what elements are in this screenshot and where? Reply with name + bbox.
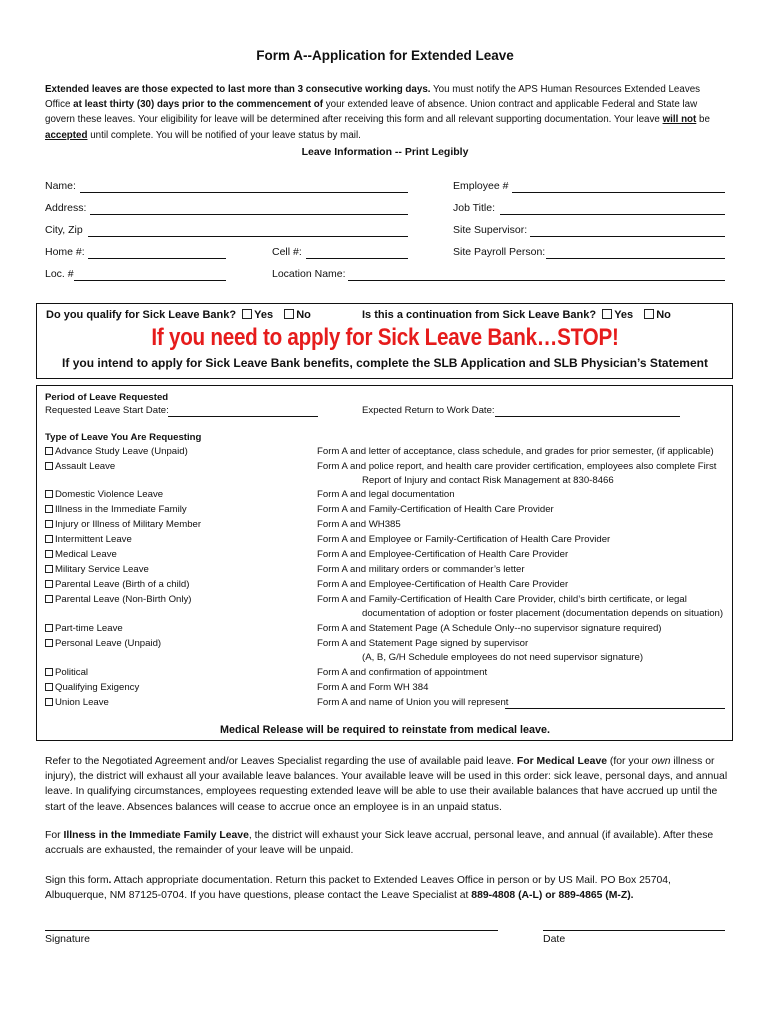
- leave-type-label: Political: [55, 667, 89, 678]
- leave-type-checkbox[interactable]: [45, 668, 53, 676]
- para1-text-a: Refer to the Negotiated Agreement and/or Leaves Specialist regarding the use of available paid leave.: [45, 756, 517, 767]
- form-title: Form A--Application for Extended Leave: [256, 48, 514, 63]
- continuation-no-checkbox[interactable]: [644, 309, 654, 319]
- leave-type-label: Assault Leave: [55, 461, 116, 472]
- leave-type-requirement-continued: (A, B, G/H Schedule employees do not need supervisor signature): [362, 652, 644, 663]
- leave-type-requirement: Form A and WH385: [317, 519, 401, 530]
- intro-text-4: until complete. You will be notified of your leave status by mail.: [87, 129, 361, 141]
- leave-type-item: [45, 519, 201, 530]
- address-label: Address:: [45, 202, 87, 214]
- employee-number-field[interactable]: [512, 192, 725, 193]
- leave-type-item: [45, 446, 188, 457]
- leave-type-item: [45, 638, 161, 649]
- leave-type-requirement: Form A and Employee-Certification of Health Care Provider: [317, 579, 569, 590]
- leave-type-item: [45, 697, 109, 708]
- leave-type-item: [45, 534, 132, 545]
- para2-bold: Illness in the Immediate Family Leave: [63, 830, 249, 841]
- intro-text-2: your extended leave of absence. Union contract and applicable Federal and State law govern these leaves. Your eligibility for leave will be determined after receiving this form and all relevant supporting documentation. Your leave: [45, 99, 698, 126]
- leave-type-label: Advance Study Leave (Unpaid): [55, 446, 188, 457]
- job-title-label: Job Title:: [453, 202, 496, 214]
- leave-type-requirement: Form A and police report, and health care provider certification, employees also complete First: [317, 461, 717, 472]
- employee-number-label: Employee #: [453, 180, 509, 192]
- intro-bold-2: at least thirty (30) days prior to the commencement of: [73, 99, 324, 111]
- leave-type-item: [45, 489, 163, 500]
- leave-type-checkbox[interactable]: [45, 505, 53, 513]
- leave-type-requirement: Form A and Statement Page (A Schedule Only--no supervisor signature required): [317, 623, 662, 634]
- leave-type-requirement: Form A and Statement Page signed by supervisor: [317, 638, 529, 649]
- leave-type-label: Military Service Leave: [55, 564, 149, 575]
- medical-release-note: Medical Release will be required to reinstate from medical leave.: [219, 724, 551, 736]
- leave-type-checkbox[interactable]: [45, 698, 53, 706]
- slb-instruction: If you intend to apply for Sick Leave Bank benefits, complete the SLB Application and SLB Physician’s Statement: [62, 356, 708, 370]
- leave-type-label: Personal Leave (Unpaid): [55, 638, 162, 649]
- continuation-question: [362, 309, 671, 321]
- leave-type-checkbox[interactable]: [45, 565, 53, 573]
- date-field[interactable]: [543, 930, 725, 931]
- leave-type-requirement-continued: Report of Injury and contact Risk Management at 830-8466: [362, 475, 614, 486]
- leave-type-item: [45, 564, 149, 575]
- signature-field[interactable]: [45, 930, 498, 931]
- start-date-label: Requested Leave Start Date:: [45, 405, 169, 416]
- para1-text-e: illness or injury), the district will exhaust all your available leave balances. Your available leave will be used in this order: sick leave, personal days, and annual leave. In qualifying circumstances, employees requesting extended leave will be able to use their available balances that have accrued up until the start of the leave. Absences balances will cease to accrue once an employee is in an unpaid status.: [45, 756, 728, 813]
- date-label: Date: [543, 933, 566, 945]
- leave-type-requirement: Form A and Form WH 384: [317, 682, 429, 693]
- leave-type-requirement: Form A and Employee or Family-Certification of Health Care Provider: [317, 534, 611, 545]
- leave-type-label: Parental Leave (Non-Birth Only): [55, 594, 192, 605]
- leave-type-requirement: Form A and Family-Certification of Health Care Provider: [317, 504, 554, 515]
- intro-paragraph: [45, 82, 727, 143]
- leave-type-checkbox[interactable]: [45, 550, 53, 558]
- para3-text-a: Sign this form: [45, 875, 109, 886]
- leave-type-label: Illness in the Immediate Family: [55, 504, 187, 515]
- union-name-field[interactable]: [505, 708, 725, 709]
- leave-type-item: [45, 504, 187, 515]
- qualify-yes-label: Yes: [254, 309, 274, 321]
- leave-type-checkbox[interactable]: [45, 490, 53, 498]
- name-field[interactable]: [80, 192, 408, 193]
- home-number-field[interactable]: [88, 258, 226, 259]
- leave-type-item: [45, 579, 189, 590]
- home-number-label: Home #:: [45, 246, 85, 258]
- qualify-no-checkbox[interactable]: [284, 309, 294, 319]
- start-date-field[interactable]: [168, 416, 318, 417]
- leave-type-requirement-continued: documentation of adoption or foster placement (documentation depends on situation): [362, 608, 724, 619]
- site-supervisor-field[interactable]: [530, 236, 725, 237]
- city-zip-field[interactable]: [88, 236, 408, 237]
- cell-number-label: Cell #:: [272, 246, 302, 258]
- job-title-field[interactable]: [500, 214, 725, 215]
- leave-type-item: [45, 461, 115, 472]
- para1-italic: own: [651, 756, 671, 767]
- leave-type-label: Parental Leave (Birth of a child): [55, 579, 190, 590]
- qualify-question-text: Do you qualify for Sick Leave Bank?: [46, 309, 237, 321]
- qualify-no-label: No: [296, 309, 311, 321]
- para1-text-c: (for your: [607, 756, 652, 767]
- leave-type-checkbox[interactable]: [45, 624, 53, 632]
- leave-type-item: [45, 549, 117, 560]
- intro-text-3: be: [696, 114, 710, 126]
- intro-underline-2: accepted: [45, 129, 88, 141]
- para3-bold-dot: .: [108, 875, 112, 886]
- leave-type-checkbox[interactable]: [45, 683, 53, 691]
- leave-type-item: [45, 682, 139, 693]
- location-name-label: Location Name:: [272, 268, 346, 280]
- medical-leave-paragraph: [45, 754, 730, 815]
- intro-text-1: You must notify the APS Human Resources Extended Leaves Office: [45, 84, 701, 111]
- family-illness-paragraph: [45, 828, 730, 858]
- leave-type-item: [45, 667, 88, 678]
- continuation-no-label: No: [656, 309, 671, 321]
- leave-type-requirement: Form A and legal documentation: [317, 489, 455, 500]
- leave-type-requirement: Form A and name of Union you will represent: [317, 697, 509, 708]
- loc-number-label: Loc. #: [45, 268, 74, 280]
- continuation-yes-label: Yes: [614, 309, 634, 321]
- para2-text-c: , the district will exhaust your Sick leave accrual, personal leave, and annual (if available). After these accruals are exhausted, the remainder of your leave will be unpaid.: [45, 830, 714, 857]
- leave-type-checkbox[interactable]: [45, 595, 53, 603]
- loc-number-field[interactable]: [74, 280, 226, 281]
- leave-type-label: Injury or Illness of Military Member: [55, 519, 202, 530]
- para1-bold: For Medical Leave: [516, 756, 608, 767]
- para2-text-a: For: [45, 830, 64, 841]
- leave-type-requirement: Form A and confirmation of appointment: [317, 667, 488, 678]
- leave-type-checkbox[interactable]: [45, 580, 53, 588]
- intro-underline-1: will not: [662, 114, 697, 126]
- leave-type-requirement: Form A and Family-Certification of Health Care Provider, child’s birth certificate, or legal: [317, 594, 687, 605]
- leave-type-checkbox[interactable]: [45, 639, 53, 647]
- para3-text-c: Attach appropriate documentation. Return this packet to Extended Leaves Office in person or by US Mail. PO Box 25704, Albuquerque, NM 87125-0704. If you have questions, please contact the Leave Specialist at: [45, 875, 671, 902]
- leave-type-label: Medical Leave: [55, 549, 117, 560]
- leave-type-label: Domestic Violence Leave: [55, 489, 164, 500]
- leave-type-item: [45, 623, 123, 634]
- site-supervisor-label: Site Supervisor:: [453, 224, 528, 236]
- leave-types-heading: Type of Leave You Are Requesting: [45, 432, 202, 443]
- leave-type-checkbox[interactable]: [45, 520, 53, 528]
- leave-type-label: Qualifying Exigency: [55, 682, 140, 693]
- site-payroll-field[interactable]: [546, 258, 725, 259]
- leave-type-requirement: Form A and letter of acceptance, class schedule, and grades for prior semester, (if applicable): [317, 446, 714, 457]
- leave-type-label: Part-time Leave: [55, 623, 123, 634]
- cell-number-field[interactable]: [306, 258, 408, 259]
- name-label: Name:: [45, 180, 76, 192]
- leave-type-label: Intermittent Leave: [55, 534, 132, 545]
- continuation-question-text: Is this a continuation from Sick Leave Bank?: [362, 309, 597, 321]
- para3-phone: 889-4808 (A-L) or 889-4865 (M-Z).: [471, 890, 634, 902]
- leave-type-checkbox[interactable]: [45, 462, 53, 470]
- leave-type-requirement: Form A and military orders or commander’s letter: [317, 564, 525, 575]
- signature-label: Signature: [45, 933, 90, 945]
- leave-info-heading: Leave Information -- Print Legibly: [301, 146, 469, 158]
- leave-type-label: Union Leave: [55, 697, 109, 708]
- continuation-yes-checkbox[interactable]: [602, 309, 612, 319]
- return-date-field[interactable]: [495, 416, 680, 417]
- site-payroll-label: Site Payroll Person:: [453, 246, 546, 258]
- period-heading: Period of Leave Requested: [45, 392, 169, 403]
- address-field[interactable]: [90, 214, 408, 215]
- city-zip-label: City, Zip: [45, 224, 83, 236]
- sign-paragraph: [45, 873, 730, 903]
- qualify-yes-checkbox[interactable]: [242, 309, 252, 319]
- leave-type-checkbox[interactable]: [45, 447, 53, 455]
- stop-warning: If you need to apply for Sick Leave Bank…STOP!: [151, 324, 619, 351]
- qualify-question: [46, 309, 311, 321]
- location-name-field[interactable]: [348, 280, 725, 281]
- return-date-label: Expected Return to Work Date:: [362, 405, 495, 416]
- intro-bold-1: Extended leaves are those expected to last more than 3 consecutive working days.: [45, 84, 431, 95]
- leave-type-requirement: Form A and Employee-Certification of Health Care Provider: [317, 549, 569, 560]
- leave-type-checkbox[interactable]: [45, 535, 53, 543]
- leave-type-item: [45, 594, 192, 605]
